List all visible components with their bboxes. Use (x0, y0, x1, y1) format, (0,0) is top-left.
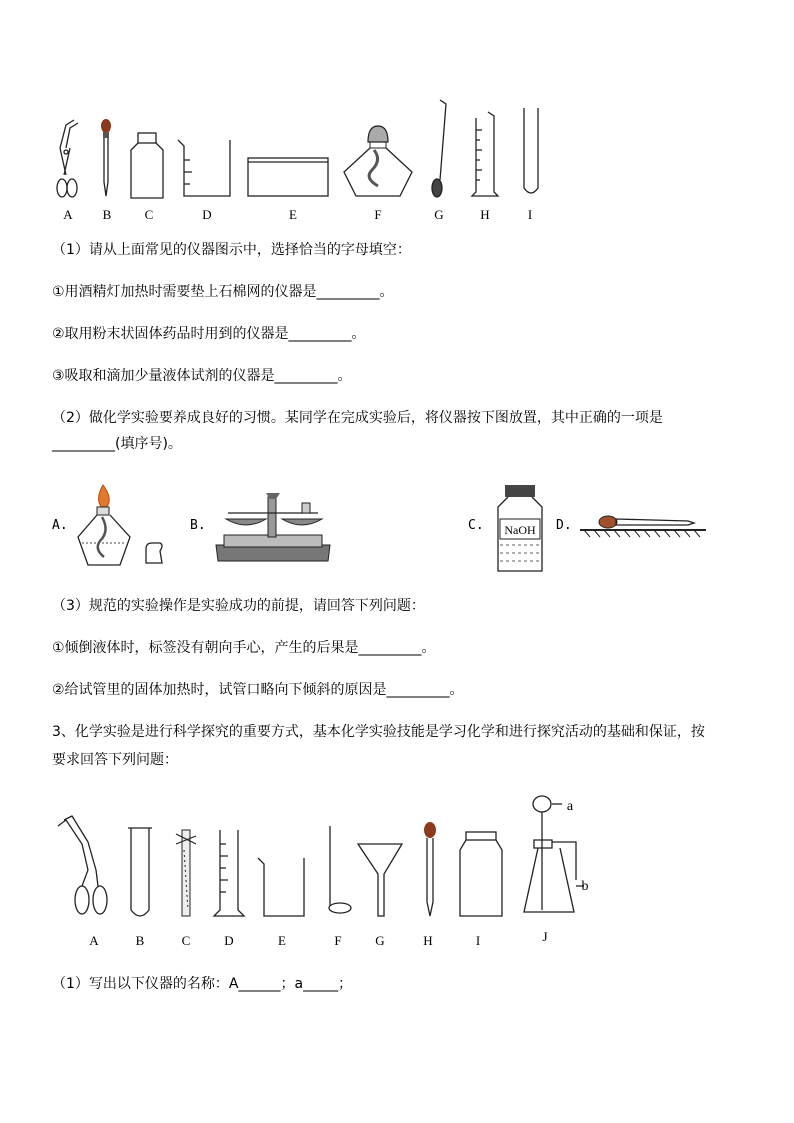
crucible-tongs-2-drawing (58, 816, 107, 914)
problem3-line-1: 3、化学实验是进行科学探究的重要方式，基本化学实验技能是学习化学和进行探究活动的基础和保证，按 (52, 724, 705, 740)
fig2-part-a-label: a (566, 799, 574, 814)
beaker-drawing (178, 140, 230, 196)
q1-item-3: ③吸取和滴加少量液体试剂的仪器是_________。 (52, 368, 352, 384)
reagent-bottle-drawing (131, 133, 163, 198)
label-H: H (480, 207, 490, 222)
naoh-label: NaOH (504, 523, 536, 537)
fig2-part-b-label: b (581, 879, 589, 894)
label-F: F (374, 207, 382, 222)
dropper-on-table-drawing (580, 516, 706, 537)
p3-q1-text: （1）写出以下仪器的名称：A______；a_____； (52, 976, 353, 992)
q1-intro: （1）请从上面常见的仪器图示中，选择恰当的字母填空： (52, 242, 411, 258)
q3-item-2: ②给试管里的固体加热时，试管口略向下倾斜的原因是_________。 (52, 682, 464, 698)
lit-alcohol-lamp-drawing (78, 485, 162, 565)
label-A: A (63, 207, 73, 222)
label-D: D (202, 207, 212, 222)
fig2-label-A: A (89, 933, 99, 948)
test-tube-drawing (524, 108, 538, 193)
fig2-label-I: I (475, 933, 481, 948)
fig2-label-G: G (375, 933, 385, 948)
instrument-figure-1 (0, 0, 794, 230)
graduated-cylinder-drawing (472, 112, 498, 196)
test-tube-2-drawing (128, 828, 152, 916)
label-E: E (289, 207, 297, 222)
label-I: I (527, 207, 533, 222)
fig2-label-F: F (334, 933, 342, 948)
water-trough-drawing (248, 158, 328, 196)
dropper-drawing (101, 119, 111, 196)
instrument-figure-2 (0, 790, 794, 950)
fig2-label-D: D (224, 933, 234, 948)
test-tube-holder-drawing (176, 830, 196, 916)
q3-item-1: ①倾倒液体时，标签没有朝向手心，产生的后果是_________。 (52, 640, 436, 656)
medicine-spoon-drawing (432, 100, 446, 197)
wide-mouth-bottle-drawing (460, 832, 502, 916)
fig2-label-B: B (135, 933, 145, 948)
label-G: G (434, 207, 444, 222)
dropper-2-drawing (424, 822, 436, 916)
option-D-label: D. (556, 518, 572, 533)
graduated-cylinder-2-drawing (214, 830, 244, 916)
problem3-line-2: 要求回答下列问题： (52, 752, 178, 768)
fig2-label-C: C (181, 933, 191, 948)
fig2-label-E: E (278, 933, 286, 948)
fig2-label-H: H (423, 933, 433, 948)
label-C: C (144, 207, 154, 222)
q2-line-2: _________(填序号)。 (52, 436, 182, 452)
q1-item-1: ①用酒精灯加热时需要垫上石棉网的仪器是_________。 (52, 284, 394, 300)
q3-intro: （3）规范的实验操作是实验成功的前提，请回答下列问题： (52, 598, 425, 614)
q1-item-2: ②取用粉末状固体药品时用到的仪器是_________。 (52, 326, 366, 342)
beaker-2-drawing (258, 858, 304, 916)
balance-drawing (216, 493, 330, 561)
funnel-drawing (358, 844, 402, 916)
crucible-tongs-drawing (57, 120, 78, 197)
label-B: B (102, 207, 112, 222)
habits-figure (0, 475, 794, 595)
spatula-drawing (329, 826, 351, 913)
option-C-label: C. (468, 518, 484, 533)
alcohol-lamp-drawing (344, 126, 412, 196)
fig2-label-J: J (542, 929, 548, 944)
option-B-label: B. (190, 518, 206, 533)
option-A-label: A. (52, 518, 68, 533)
q2-line-1: （2）做化学实验要养成良好的习惯。某同学在完成实验后，将仪器按下图放置，其中正确的一项是 (52, 410, 663, 426)
